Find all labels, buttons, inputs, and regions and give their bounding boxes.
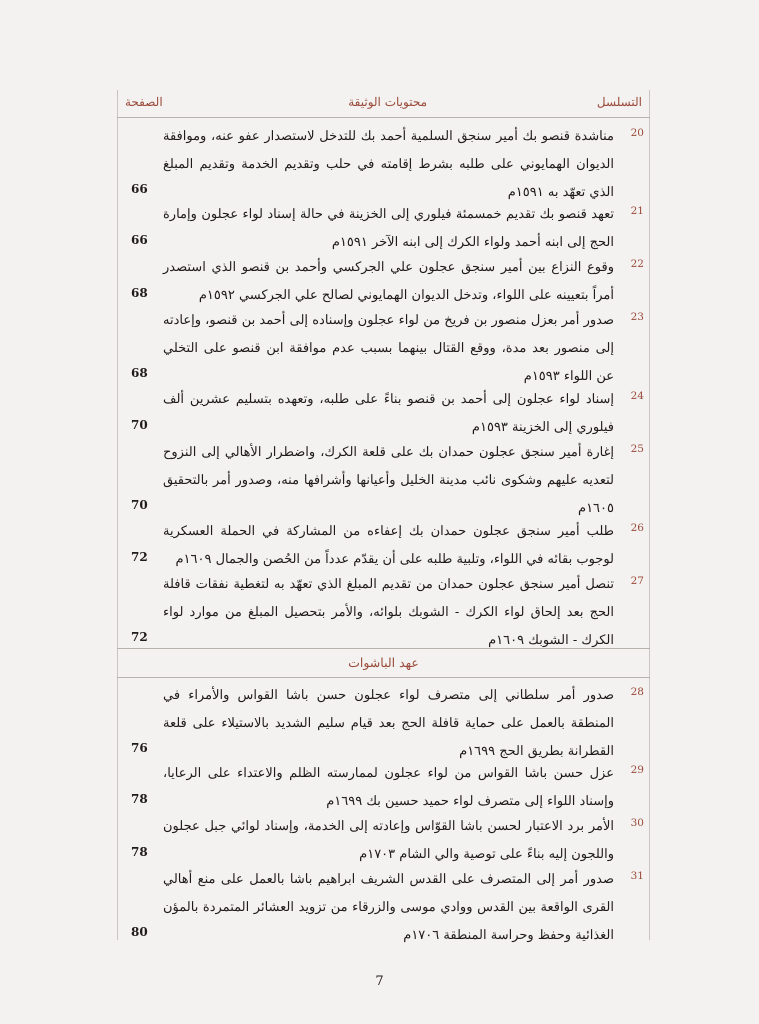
entry-text: صدور أمر بعزل منصور بن فريخ من لواء عجلون وإسناده إلى أحمد بن قنصو، وإعادته إلى منصور بعد مدة، ووقع القتال بينهما بسبب عدم موافقة ابن قنصو على التخلي عن اللواء ١٥٩٣م (163, 313, 614, 384)
table-row (117, 311, 650, 384)
entry-page: 70 (131, 498, 148, 512)
header-sequence: التسلسل (596, 95, 642, 109)
entry-number: 31 (630, 870, 644, 882)
entry-number: 26 (630, 522, 644, 534)
entry-text: مناشدة قنصو بك أمير سنجق السلمية أحمد بك للتدخل لاستصدار عفو عنه، وموافقة الديوان الهمايوني على طلبه بشرط إقامته في حلب وتقديم الخدمة وتقديم المبلغ الذي تعهّد به ١٥٩١م (163, 129, 614, 200)
entry-text: صدور أمر إلى المتصرف على القدس الشريف ابراهيم باشا بالعمل على منع أهالي القرى الواقعة بين القدس ووادي موسى والزرقاء من تزويد العشائر المتمردة بالمؤن الغذائية وحفظ وحراسة المنطقة ١٧٠٦م (163, 872, 614, 943)
table-row (117, 205, 650, 250)
entry-number: 24 (630, 390, 644, 402)
table-row (117, 686, 650, 759)
header-page: الصفحة (125, 95, 163, 109)
table-row (117, 522, 650, 567)
entry-page: 66 (131, 182, 148, 196)
entry-text: إسناد لواء عجلون إلى أحمد بن قنصو بناءً على طلبه، وتعهده بتسليم عشرين ألف فيلوري إلى الخزينة ١٥٩٣م (163, 392, 614, 435)
entry-number: 27 (630, 575, 644, 587)
entry-text: إغارة أمير سنجق عجلون حمدان بك على قلعة الكرك، واضطرار الأهالي إلى النزوح لتعديه عليهم وشكوى نائب مدينة الخليل وأعيانها وأشرافها منه، وصدور أمر بالتحقيق ١٦٠٥م (163, 445, 614, 516)
section-title: عهد الباشوات (117, 648, 650, 678)
entry-page: 76 (131, 741, 148, 755)
entry-page: 78 (131, 792, 148, 806)
entry-page: 72 (131, 550, 148, 564)
table-row (117, 575, 650, 648)
table-row (117, 870, 650, 943)
table-row (117, 764, 650, 809)
entry-text: طلب أمير سنجق عجلون حمدان بك إعفاءه من المشاركة في الحملة العسكرية لوجوب بقائه في اللواء، وتلبية طلبه على أن يقدّم عدداً من الحُصن والجمال ١٦٠٩م (163, 524, 614, 567)
entry-text: تنصل أمير سنجق عجلون حمدان من تقديم المبلغ الذي تعهّد به لتغطية نفقات قافلة الحج بعد إلحاق لواء الكرك - الشوبك بلوائه، والأمر بتحصيل المبلغ من موارد لواء الكرك - الشوبك ١٦٠٩م (163, 577, 614, 648)
entry-number: 29 (630, 764, 644, 776)
entry-number: 22 (630, 258, 644, 270)
entry-text: عزل حسن باشا القواس من لواء عجلون لممارسته الظلم والاعتداء على الرعايا، وإسناد اللواء إلى متصرف لواء حميد حسين بك ١٦٩٩م (163, 766, 614, 809)
table-row (117, 817, 650, 862)
table-row (117, 127, 650, 200)
entry-page: 68 (131, 366, 148, 380)
entry-number: 20 (630, 127, 644, 139)
entry-number: 30 (630, 817, 644, 829)
entry-page: 70 (131, 418, 148, 432)
entry-number: 28 (630, 686, 644, 698)
entry-text: وقوع النزاع بين أمير سنجق عجلون علي الجركسي وأحمد بن قنصو الذي استصدر أمراً بتعيينه على اللواء، وتدخل الديوان الهمايوني لصالح علي الجركسي ١٥٩٢م (163, 260, 614, 303)
table-row (117, 258, 650, 303)
entry-page: 72 (131, 630, 148, 644)
header-contents: محتويات الوثيقة (348, 95, 427, 109)
entry-number: 23 (630, 311, 644, 323)
page-number: 7 (375, 974, 384, 989)
table-header (117, 90, 650, 118)
entry-text: صدور أمر سلطاني إلى متصرف لواء عجلون حسن باشا القواس والأمراء في المنطقة بالعمل على حماية قافلة الحج بعد قيام سليم الشديد بالاستيلاء على قلعة القطرانة بطريق الحج ١٦٩٩م (163, 688, 614, 759)
entry-number: 25 (630, 443, 644, 455)
entry-number: 21 (630, 205, 644, 217)
entry-text: الأمر برد الاعتبار لحسن باشا القوّاس وإعادته إلى الخدمة، وإسناد لوائي جبل عجلون واللجون إليه بناءً على توصية والي الشام ١٧٠٣م (163, 819, 614, 862)
entry-text: تعهد قنصو بك تقديم خمسمئة فيلوري إلى الخزينة في حالة إسناد لواء عجلون وإمارة الحج إلى ابنه أحمد ولواء الكرك إلى ابنه الآخر ١٥٩١م (163, 207, 614, 250)
entry-page: 78 (131, 845, 148, 859)
entry-page: 66 (131, 233, 148, 247)
table-row (117, 443, 650, 516)
entry-page: 80 (131, 925, 148, 939)
table-row (117, 390, 650, 435)
entry-page: 68 (131, 286, 148, 300)
